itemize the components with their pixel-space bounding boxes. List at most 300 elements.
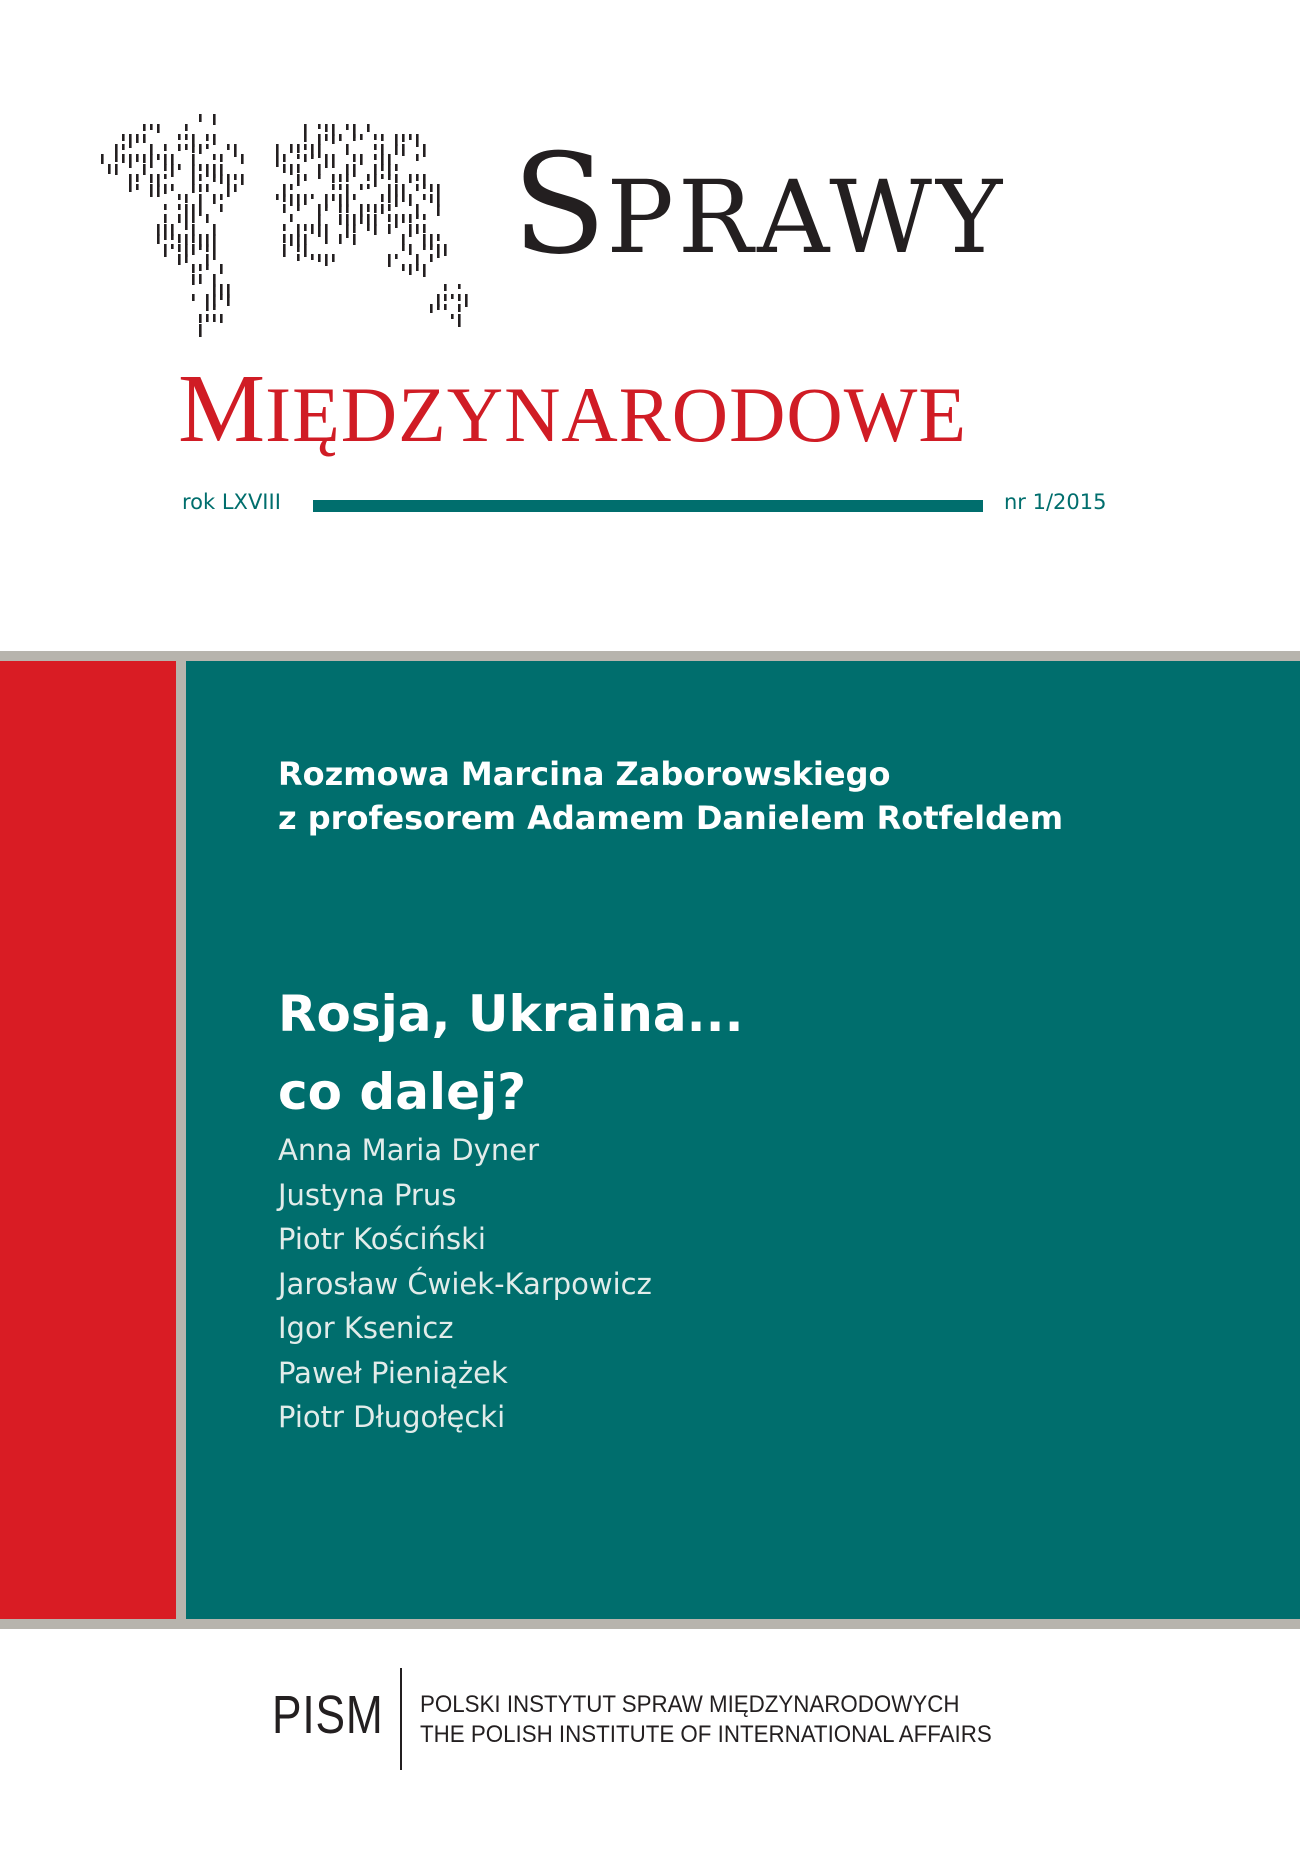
map-dot: [395, 174, 398, 183]
map-dot: [150, 144, 153, 155]
map-dot: [213, 304, 216, 310]
map-dot: [171, 244, 174, 249]
issue-year: rok LXVIII: [182, 490, 281, 514]
map-dot: [325, 224, 328, 234]
map-dot: [297, 204, 300, 211]
map-dot: [339, 214, 342, 225]
map-dot: [129, 174, 132, 184]
title-line1-rest: PRAWY: [606, 159, 1007, 276]
map-dot: [367, 204, 370, 212]
map-dot: [332, 154, 335, 168]
map-dot: [402, 264, 405, 271]
map-dot: [381, 194, 384, 202]
map-dot: [199, 164, 202, 171]
map-dot: [185, 214, 188, 224]
map-dot: [199, 114, 202, 122]
journal-title-line2: [178, 355, 968, 463]
map-dot: [213, 174, 216, 182]
map-dot: [402, 184, 405, 194]
map-dot: [451, 294, 454, 299]
map-dot: [199, 144, 202, 154]
map-dot: [381, 174, 384, 179]
map-dot: [423, 144, 426, 157]
map-dot: [290, 234, 293, 246]
map-dot: [178, 204, 181, 210]
map-dot: [283, 194, 286, 202]
author-name: Igor Ksenicz: [278, 1311, 454, 1345]
map-dot: [178, 254, 181, 265]
map-dot: [199, 204, 202, 216]
map-dot: [318, 134, 321, 145]
map-dot: [206, 134, 209, 141]
map-dot: [423, 214, 426, 220]
map-dot: [178, 194, 181, 200]
map-dot: [192, 164, 195, 174]
map-dot: [318, 224, 321, 237]
map-dot: [192, 174, 195, 185]
map-dot: [388, 184, 391, 194]
title-line2-rest: IĘDZYNARODOWE: [265, 371, 968, 458]
map-dot: [199, 264, 202, 271]
pism-logo: PISM: [272, 1685, 384, 1745]
map-dot: [423, 244, 426, 250]
map-dot: [199, 174, 202, 181]
map-dot: [311, 154, 314, 159]
map-dot: [409, 264, 412, 275]
map-dot: [304, 244, 307, 257]
map-dot: [416, 214, 419, 219]
publisher-divider: [400, 1668, 402, 1770]
map-dot: [444, 304, 447, 310]
map-dot: [360, 184, 363, 190]
map-dot: [192, 264, 195, 273]
map-dot: [192, 274, 195, 285]
publisher-names: [420, 1690, 992, 1750]
map-dot: [395, 144, 398, 155]
map-dot: [430, 244, 433, 250]
map-dot: [192, 204, 195, 214]
map-dot: [164, 204, 167, 210]
map-dot: [381, 144, 384, 155]
author-name: Paweł Pieniążek: [278, 1355, 508, 1390]
map-dot: [129, 134, 132, 148]
map-dot: [374, 154, 377, 160]
map-dot: [171, 154, 174, 165]
map-dot: [388, 174, 391, 180]
map-dot: [192, 144, 195, 153]
map-dot: [318, 164, 321, 175]
issue-info: [0, 490, 1300, 526]
map-dot: [206, 244, 209, 252]
map-dot: [395, 254, 398, 259]
map-dot: [227, 184, 230, 197]
map-dot: [332, 174, 335, 183]
map-dot: [164, 244, 167, 257]
map-dot: [297, 164, 300, 173]
map-dot: [185, 204, 188, 214]
issue-divider-bar: [313, 500, 983, 512]
map-dot: [374, 224, 377, 235]
map-dot: [416, 184, 419, 191]
map-dot: [206, 314, 209, 322]
map-dot: [437, 244, 440, 258]
map-dot: [143, 154, 146, 163]
map-dot: [185, 224, 188, 230]
map-dot: [409, 224, 412, 237]
map-dot: [318, 254, 321, 262]
map-dot: [430, 304, 433, 313]
map-dot: [185, 124, 188, 131]
map-dot: [423, 264, 426, 277]
title-line1-initial: S: [512, 124, 607, 285]
map-dot: [227, 294, 230, 306]
map-dot: [115, 154, 118, 162]
map-dot: [367, 224, 370, 231]
map-dot: [423, 184, 426, 189]
interview-line1: Rozmowa Marcina Zaborowskiego: [278, 755, 891, 793]
map-dot: [458, 294, 461, 301]
map-dot: [283, 224, 286, 231]
map-dot: [444, 284, 447, 291]
publisher-name-english: THE POLISH INSTITUTE OF INTERNATIONAL AFFAIRS: [420, 1721, 992, 1748]
map-dot: [164, 214, 167, 223]
map-dot: [192, 214, 195, 223]
map-dot: [283, 154, 286, 162]
map-dot: [171, 184, 174, 191]
map-dot: [437, 184, 440, 194]
map-dot: [465, 294, 468, 307]
map-dot: [213, 134, 216, 145]
map-dot: [157, 124, 160, 133]
map-dot: [213, 254, 216, 260]
map-dot: [339, 184, 342, 190]
map-dot: [416, 254, 419, 265]
map-dot: [136, 134, 139, 143]
map-dot: [150, 124, 153, 130]
map-dot: [115, 164, 118, 175]
map-dot: [353, 164, 356, 177]
map-dot: [150, 184, 153, 197]
map-dot: [157, 234, 160, 244]
map-dot: [283, 244, 286, 257]
map-dot: [213, 194, 216, 204]
world-map-icon: [90, 100, 530, 350]
map-dot: [108, 164, 111, 174]
top-grey-rule: [0, 651, 1300, 661]
map-dot: [220, 154, 223, 162]
map-dot: [192, 234, 195, 243]
map-dot: [416, 134, 419, 147]
map-dot: [325, 154, 328, 168]
map-dot: [143, 124, 146, 131]
map-dot: [206, 264, 209, 270]
map-dot: [409, 134, 412, 140]
map-dot: [290, 144, 293, 153]
map-dot: [241, 154, 244, 164]
theme-line2: co dalej?: [278, 1063, 527, 1121]
interview-line2: z profesorem Adamem Danielem Rotfeldem: [278, 799, 1064, 837]
map-dot: [220, 194, 223, 200]
map-dot: [164, 234, 167, 240]
map-dot: [297, 244, 300, 252]
map-dot: [199, 184, 202, 192]
author-name: Justyna Prus: [278, 1177, 457, 1212]
map-dot: [213, 244, 216, 254]
map-dot: [388, 154, 391, 165]
map-dot: [409, 214, 412, 223]
map-dot: [213, 154, 216, 160]
map-dot: [220, 314, 223, 323]
issue-theme-title: [278, 975, 744, 1131]
map-dot: [164, 154, 167, 165]
map-dot: [374, 204, 377, 213]
map-dot: [304, 144, 307, 150]
map-dot: [164, 224, 167, 234]
map-dot: [304, 174, 307, 181]
map-dot: [444, 294, 447, 301]
map-dot: [388, 254, 391, 267]
map-dot: [213, 234, 216, 244]
map-dot: [304, 224, 307, 231]
map-dot: [346, 164, 349, 175]
author-name: Jarosław Ćwiek-Karpowicz: [278, 1266, 652, 1301]
map-dot: [374, 174, 377, 187]
map-dot: [206, 184, 209, 192]
map-dot: [122, 154, 125, 163]
map-dot: [206, 144, 209, 149]
map-dot: [178, 244, 181, 252]
map-dot: [206, 294, 209, 304]
map-dot: [150, 174, 153, 183]
map-dot: [185, 234, 188, 245]
map-dot: [409, 174, 412, 183]
map-dot: [388, 204, 391, 211]
map-dot: [332, 254, 335, 262]
map-dot: [220, 294, 223, 300]
map-dot: [122, 144, 125, 150]
map-dot: [304, 194, 307, 205]
map-dot: [444, 244, 447, 256]
map-dot: [129, 154, 132, 168]
map-dot: [339, 204, 342, 213]
issue-number: nr 1/2015: [1004, 490, 1107, 514]
map-dot: [304, 134, 307, 142]
map-dot: [416, 224, 419, 234]
map-dot: [430, 254, 433, 262]
red-side-band: [0, 661, 176, 1619]
map-dot: [220, 284, 223, 295]
map-dot: [395, 214, 398, 228]
map-dot: [451, 314, 454, 319]
map-dot: [332, 194, 335, 201]
map-dot: [311, 254, 314, 260]
map-dot: [402, 214, 405, 223]
bottom-grey-rule: [0, 1619, 1300, 1629]
map-dot: [353, 134, 356, 141]
map-dot: [332, 184, 335, 190]
grey-separator: [176, 661, 186, 1619]
map-dot: [353, 234, 356, 245]
map-dot: [381, 164, 384, 171]
map-dot: [311, 224, 314, 234]
map-dot: [381, 154, 384, 165]
map-dot: [276, 144, 279, 154]
map-dot: [416, 154, 419, 161]
map-dot: [381, 204, 384, 214]
map-dot: [360, 134, 363, 140]
map-dot: [101, 154, 104, 164]
map-dot: [136, 184, 139, 190]
map-dot: [213, 314, 216, 322]
map-dot: [346, 204, 349, 213]
map-dot: [325, 204, 328, 211]
map-dot: [360, 154, 363, 165]
map-dot: [122, 134, 125, 141]
map-dot: [206, 304, 209, 311]
map-dot: [227, 174, 230, 185]
map-dot: [234, 174, 237, 180]
map-dot: [402, 134, 405, 142]
author-name: Piotr Długołęcki: [278, 1400, 506, 1434]
author-name: Anna Maria Dyner: [278, 1133, 539, 1167]
map-dot: [206, 164, 209, 177]
map-dot: [199, 194, 202, 204]
map-dot: [353, 194, 356, 200]
map-dot: [164, 164, 167, 171]
map-dot: [367, 174, 370, 181]
map-dot: [143, 134, 146, 143]
map-dot: [164, 144, 167, 151]
map-dot: [178, 144, 181, 151]
map-dot: [458, 304, 461, 312]
map-dot: [374, 134, 377, 140]
publisher-block: [272, 1668, 1052, 1778]
map-dot: [283, 164, 286, 173]
map-dot: [157, 184, 160, 197]
map-dot: [220, 204, 223, 212]
map-dot: [367, 214, 370, 225]
map-dot: [234, 184, 237, 192]
map-dot: [318, 124, 321, 129]
map-dot: [136, 154, 139, 162]
map-dot: [458, 284, 461, 289]
map-dot: [150, 154, 153, 168]
map-dot: [318, 174, 321, 179]
map-dot: [199, 314, 202, 323]
map-dot: [185, 194, 188, 203]
map-dot: [381, 134, 384, 141]
map-dot: [409, 244, 412, 255]
map-dot: [276, 154, 279, 167]
map-dot: [297, 154, 300, 159]
map-dot: [185, 254, 188, 263]
journal-title-line1: [512, 124, 1007, 285]
map-dot: [129, 184, 132, 192]
map-dot: [332, 134, 335, 144]
map-dot: [178, 214, 181, 223]
map-dot: [199, 324, 202, 337]
map-dot: [206, 214, 209, 223]
map-dot: [318, 144, 321, 158]
map-dot: [339, 174, 342, 182]
map-dot: [437, 204, 440, 216]
map-dot: [143, 164, 146, 175]
map-dot: [290, 164, 293, 175]
map-dot: [402, 144, 405, 156]
map-dot: [346, 174, 349, 182]
map-dot: [290, 214, 293, 222]
map-dot: [339, 234, 342, 244]
map-dot: [297, 254, 300, 261]
map-dot: [241, 174, 244, 185]
map-dot: [346, 184, 349, 194]
map-dot: [234, 144, 237, 157]
map-dot: [395, 164, 398, 171]
map-dot: [276, 194, 279, 200]
map-dot: [164, 184, 167, 194]
map-dot: [171, 234, 174, 240]
map-dot: [115, 144, 118, 154]
author-name: Piotr Kościński: [278, 1222, 486, 1256]
map-dot: [220, 174, 223, 184]
map-dot: [353, 224, 356, 233]
map-dot: [283, 234, 286, 243]
map-dot: [409, 194, 412, 206]
map-dot: [297, 174, 300, 186]
map-dot: [192, 294, 195, 301]
map-dot: [227, 144, 230, 150]
interview-heading: [278, 752, 1063, 840]
map-dot: [311, 194, 314, 199]
map-dot: [388, 194, 391, 203]
map-dot: [395, 194, 398, 207]
map-dot: [325, 254, 328, 266]
map-dot: [346, 224, 349, 238]
map-dot: [339, 134, 342, 141]
map-dot: [374, 144, 377, 150]
map-dot: [178, 164, 181, 170]
map-dot: [297, 144, 300, 153]
map-dot: [353, 154, 356, 162]
map-dot: [360, 214, 363, 224]
map-dot: [283, 204, 286, 213]
map-dot: [367, 184, 370, 189]
map-dot: [423, 194, 426, 200]
theme-line1: Rosja, Ukraina...: [278, 985, 744, 1043]
map-dot: [192, 244, 195, 255]
map-dot: [157, 154, 160, 160]
map-dot: [213, 114, 216, 125]
map-dot: [220, 264, 223, 274]
map-dot: [192, 184, 195, 193]
map-dot: [185, 134, 188, 140]
map-dot: [178, 134, 181, 140]
map-dot: [430, 194, 433, 203]
map-dot: [136, 174, 139, 182]
title-line2-initial: M: [178, 355, 266, 463]
map-dot: [416, 174, 419, 181]
map-dot: [346, 144, 349, 155]
map-dot: [178, 234, 181, 243]
map-dot: [199, 274, 202, 284]
map-dot: [430, 184, 433, 192]
map-dot: [388, 214, 391, 222]
map-dot: [388, 224, 391, 234]
map-dot: [325, 124, 328, 132]
map-dot: [423, 224, 426, 233]
map-dot: [199, 244, 202, 250]
map-dot: [304, 124, 307, 134]
